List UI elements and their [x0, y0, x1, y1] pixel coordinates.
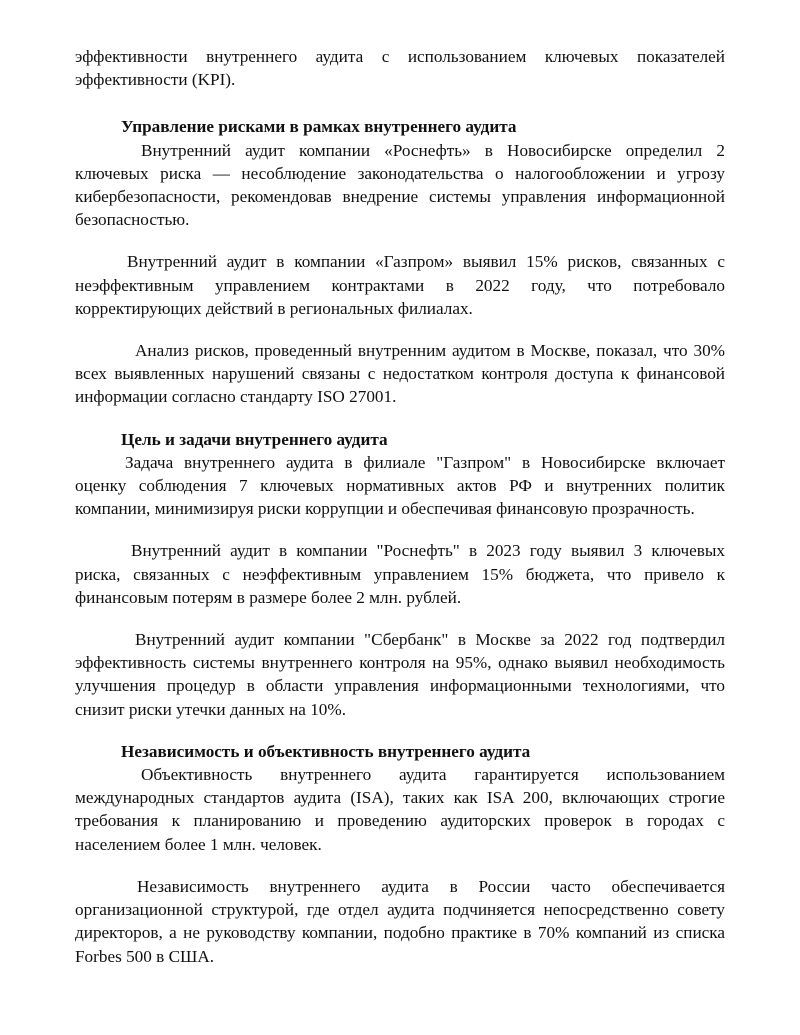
paragraph-independence-russia: Независимость внутреннего аудита в России часто обеспечивается организационной структурой, где отдел аудита подчиняется непосредственно совету директоров, а не руководству компании, подобно практике в 70% компаний из списка Forbes 500 в США. — [75, 876, 725, 966]
paragraph-rosneft-2023: Внутренний аудит в компании "Роснефть" в 2023 году выявил 3 ключевых риска, связанных с неэффективным управлением 15% бюджета, что привело к финансовым потерям в размере более 2 млн. рублей. — [75, 541, 725, 607]
document-page — [75, 0, 725, 968]
section-heading-goals-tasks: Цель и задачи внутреннего аудита — [121, 429, 388, 449]
paragraph-sberbank-2022: Внутренний аудит компании "Сбербанк" в Москве за 2022 год подтвердил эффективность системы внутреннего контроля на 95%, однако выявил необходимость улучшения процедур в области управления информационными технологиями, что снизит риски утечки данных на 10%. — [75, 630, 725, 719]
paragraph-moscow-risk-analysis: Анализ рисков, проведенный внутренним аудитом в Москве, показал, что 30% всех выявленных нарушений связаны с недостатком контроля доступа к финансовой информации согласно стандарту ISO 27001. — [75, 341, 725, 407]
paragraph-isa-standards: Объективность внутреннего аудита гарантируется использованием международных стандартов аудита (ISA), таких как ISA 200, включающих строгие требования к планированию и проведению аудиторских проверок в городах с населением более 1 млн. человек. — [75, 765, 725, 854]
section-heading-independence: Независимость и объективность внутреннего аудита — [121, 741, 531, 761]
intro-continuation: эффективности внутреннего аудита с использованием ключевых показателей эффективности (KPI). — [75, 47, 725, 90]
paragraph-gazprom-contracts: Внутренний аудит в компании «Газпром» выявил 15% рисков, связанных с неэффективным управлением контрактами в 2022 году, что потребовало корректирующих действий в региональных филиалах. — [75, 252, 725, 318]
paragraph-rosneft-risks: Внутренний аудит компании «Роснефть» в Новосибирске определил 2 ключевых риска — несоблюдение законодательства о налогообложении и угрозу кибербезопасности, рекомендовав внедрение системы управления информационной безопасностью. — [75, 140, 725, 230]
paragraph-gazprom-novosibirsk: Задача внутреннего аудита в филиале "Газпром" в Новосибирске включает оценку соблюдения 7 ключевых нормативных актов РФ и внутренних политик компании, минимизируя риски коррупции и обеспечивая финансовую прозрачность. — [75, 452, 725, 519]
section-heading-risk-management: Управление рисками в рамках внутреннего аудита — [121, 117, 517, 137]
